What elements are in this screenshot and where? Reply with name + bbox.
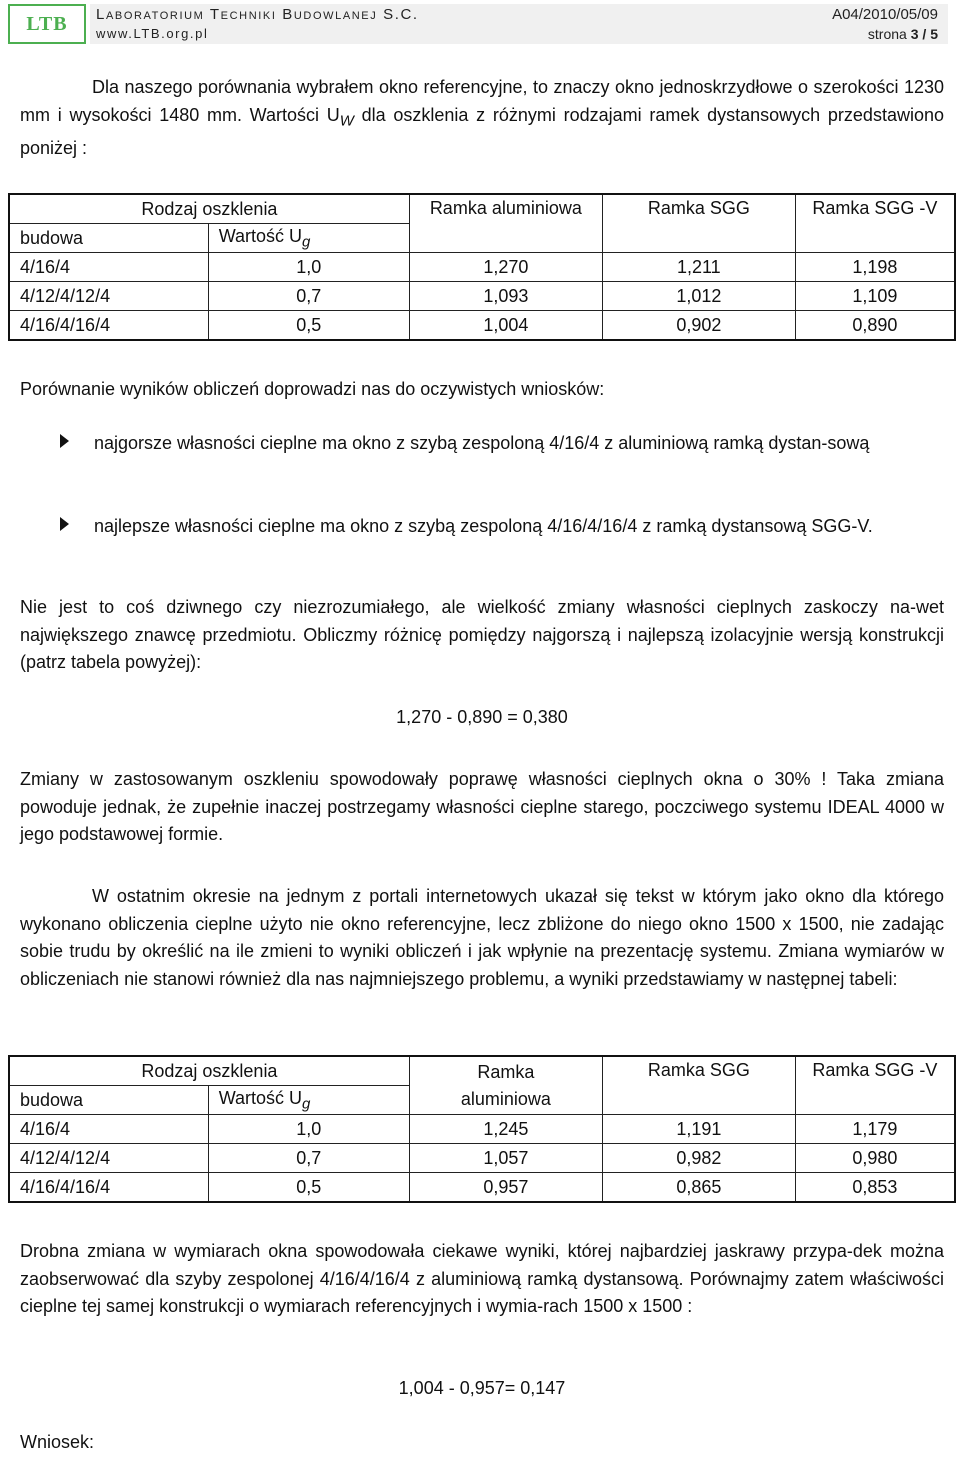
website-link[interactable]: www.LTB.org.pl bbox=[96, 26, 209, 41]
intro-text-b: dla oszklenia z różnymi rodzajami ramek dystansowych przedstawiono poniżej : bbox=[20, 104, 944, 158]
cell-sgg: 1,012 bbox=[602, 282, 795, 311]
col-sggv-header: Ramka SGG -V bbox=[795, 1056, 955, 1115]
paragraph-small-change: Drobna zmiana w wymiarach okna spowodowała ciekawe wyniki, której najbardziej jaskrawy przypa-dek można zaobserwować dla szyby zespolonej 4/16/4/16/4 z aluminiową ramką dystansową. Porównajmy zatem właściwości cieplne tej samej konstrukcji o wymiarach referencyjnych i wymia-rach 1500 x 1500 : bbox=[20, 1241, 944, 1316]
table-row bbox=[9, 1144, 955, 1173]
ug-label: Wartość U bbox=[218, 225, 303, 246]
ug-subscript: g bbox=[302, 1095, 311, 1113]
col-budowa-header: budowa bbox=[9, 1086, 208, 1115]
cell-sgg: 0,982 bbox=[602, 1144, 795, 1173]
cell-ug: 1,0 bbox=[208, 1115, 409, 1144]
col-group-header: Rodzaj oszklenia bbox=[9, 194, 409, 224]
col-ug-header bbox=[208, 1086, 409, 1115]
table-row bbox=[9, 1173, 955, 1203]
comparison-intro: Porównanie wyników obliczeń doprowadzi nas do oczywistych wniosków: bbox=[20, 379, 605, 399]
intro-text-a: Dla naszego porównania wybrałem okno referencyjne, to znaczy okno jednoskrzydłowe o szerokości 1230 mm i wysokości 1480 mm. Wartości U bbox=[20, 77, 944, 125]
bullet-arrow-icon bbox=[60, 434, 69, 448]
cell-sgg: 0,865 bbox=[602, 1173, 795, 1203]
col-ug-header bbox=[208, 224, 409, 253]
cell-sggv: 1,179 bbox=[795, 1115, 955, 1144]
cell-alu: 1,057 bbox=[409, 1144, 602, 1173]
paragraph-difference: Nie jest to coś dziwnego czy niezrozumiałego, ale wielkość zmiany własności cieplnych zaskoczy na-wet największego znawcę przedmiotu. Obliczmy różnicę pomiędzy najgorszą i najlepszą izolacyjnie wersją konstrukcji (patrz tabela powyżej): bbox=[20, 597, 944, 672]
bullet-arrow-icon bbox=[60, 517, 69, 531]
cell-sggv: 1,198 bbox=[795, 253, 955, 282]
alu-header-line1: Ramka bbox=[477, 1061, 535, 1082]
col-sgg-header: Ramka SGG bbox=[602, 194, 795, 253]
cell-budowa: 4/16/4 bbox=[9, 253, 208, 282]
cell-ug: 0,5 bbox=[208, 1173, 409, 1203]
cell-budowa: 4/16/4/16/4 bbox=[9, 311, 208, 341]
cell-budowa: 4/12/4/12/4 bbox=[9, 282, 208, 311]
cell-sggv: 0,853 bbox=[795, 1173, 955, 1203]
cell-sggv: 0,890 bbox=[795, 311, 955, 341]
cell-budowa: 4/16/4/16/4 bbox=[9, 1173, 208, 1203]
page-total: 5 bbox=[930, 26, 938, 42]
cell-sgg: 1,191 bbox=[602, 1115, 795, 1144]
col-group-header: Rodzaj oszklenia bbox=[9, 1056, 409, 1086]
page-header bbox=[8, 4, 948, 44]
col-sggv-header: Ramka SGG -V bbox=[795, 194, 955, 253]
cell-alu: 0,957 bbox=[409, 1173, 602, 1203]
ug-label: Wartość U bbox=[218, 1087, 303, 1108]
intro-subscript: W bbox=[339, 112, 354, 130]
table-row bbox=[9, 253, 955, 282]
table-row bbox=[9, 282, 955, 311]
cell-ug: 1,0 bbox=[208, 253, 409, 282]
ltb-logo: LTB bbox=[8, 4, 86, 44]
col-budowa-header: budowa bbox=[9, 224, 208, 253]
cell-ug: 0,7 bbox=[208, 282, 409, 311]
conclusion-label: Wniosek: bbox=[20, 1432, 95, 1452]
bullet-worst: najgorsze własności cieplne ma okno z szybą zespoloną 4/16/4 z aluminiową ramką dystan-sową bbox=[94, 433, 870, 453]
formula-difference-1: 1,270 - 0,890 = 0,380 bbox=[396, 707, 568, 727]
document-number: A04/2010/05/09 bbox=[832, 6, 938, 23]
page-prefix: strona bbox=[867, 26, 907, 42]
table-uw-reference bbox=[8, 193, 956, 341]
cell-sgg: 1,211 bbox=[602, 253, 795, 282]
page-indicator bbox=[868, 26, 938, 42]
cell-ug: 0,5 bbox=[208, 311, 409, 341]
cell-alu: 1,245 bbox=[409, 1115, 602, 1144]
bullet-best: najlepsze własności cieplne ma okno z szybą zespoloną 4/16/4/16/4 z ramką dystansową SGG-V. bbox=[94, 516, 873, 536]
paragraph-improvement: Zmiany w zastosowanym oszkleniu spowodowały poprawę własności cieplnych okna o 30% ! Taka zmiana powoduje jednak, że zupełnie inaczej postrzegamy własności cieplne starego, poczciwego systemu IDEAL 4000 w jego podstawowej formie. bbox=[20, 769, 944, 844]
cell-alu: 1,093 bbox=[409, 282, 602, 311]
lab-name: Laboratorium Techniki Budowlanej S.C. bbox=[96, 6, 419, 23]
formula-difference-2: 1,004 - 0,957= 0,147 bbox=[398, 1378, 566, 1398]
cell-sgg: 0,902 bbox=[602, 311, 795, 341]
col-sgg-header: Ramka SGG bbox=[602, 1056, 795, 1115]
ug-subscript: g bbox=[302, 233, 311, 251]
paragraph-portal: W ostatnim okresie na jednym z portali internetowych ukazał się tekst w którym jako okno dla którego wykonano obliczenia cieplne użyto nie okno referencyjne, lecz zbliżone do niego okno 1500 x 1500, nie zadając sobie trudu by określić na ile zmieni to wyniki obliczeń i jak wpłynie na prezentację systemu. Zmiana wymiarów w obliczeniach nie stanowi również dla nas najmniejszego problemu, a wyniki przedstawiamy w następnej tabeli: bbox=[20, 886, 944, 989]
cell-alu: 1,004 bbox=[409, 311, 602, 341]
alu-header-line2: aluminiowa bbox=[460, 1088, 551, 1109]
col-alu-header bbox=[409, 1056, 602, 1115]
col-alu-header: Ramka aluminiowa bbox=[409, 194, 602, 253]
cell-budowa: 4/12/4/12/4 bbox=[9, 1144, 208, 1173]
cell-budowa: 4/16/4 bbox=[9, 1115, 208, 1144]
table-row bbox=[9, 311, 955, 341]
table-uw-1500 bbox=[8, 1055, 956, 1203]
page-separator: / bbox=[922, 26, 927, 42]
table-row bbox=[9, 1115, 955, 1144]
intro-paragraph bbox=[20, 74, 944, 162]
cell-sggv: 0,980 bbox=[795, 1144, 955, 1173]
page-current: 3 bbox=[910, 26, 919, 42]
cell-sggv: 1,109 bbox=[795, 282, 955, 311]
cell-alu: 1,270 bbox=[409, 253, 602, 282]
cell-ug: 0,7 bbox=[208, 1144, 409, 1173]
